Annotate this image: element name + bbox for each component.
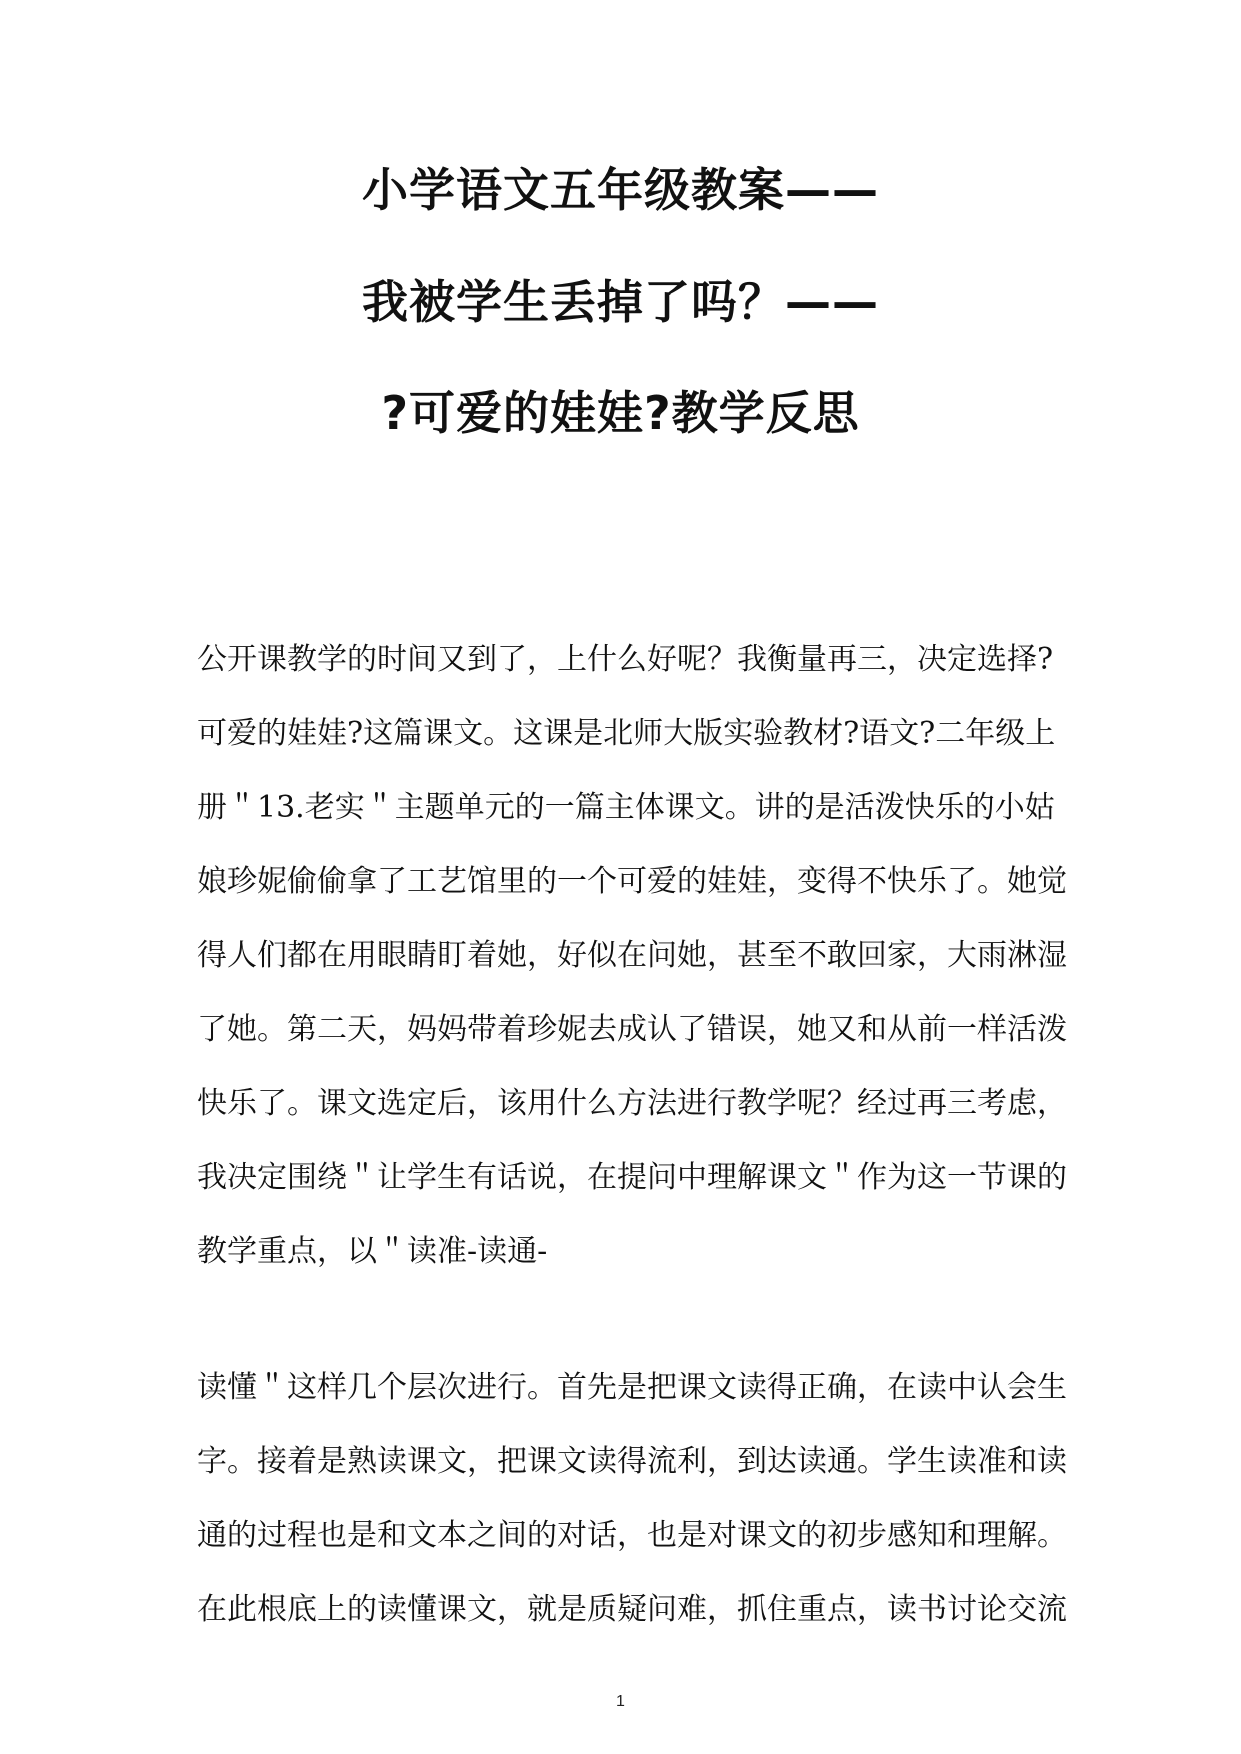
title-line-3: ?可爱的娃娃?教学反思 (381, 386, 860, 440)
page-number: 1 (616, 1693, 625, 1710)
body-line-3: 册＂13.老实＂主题单元的一篇主体课文。讲的是活泼快乐的小姑 (197, 790, 1055, 825)
body-line-4: 娘珍妮偷偷拿了工艺馆里的一个可爱的娃娃，变得不快乐了。她觉 (197, 864, 1067, 899)
body-line-9: 教学重点，以＂读准-读通- (197, 1234, 548, 1269)
title-line-1: 小学语文五年级教案—— (362, 163, 879, 217)
body-line-10: 读懂＂这样几个层次进行。首先是把课文读得正确，在读中认会生 (197, 1370, 1067, 1405)
body-line-1: 公开课教学的时间又到了，上什么好呢？我衡量再三，决定选择? (197, 642, 1054, 677)
body-line-2: 可爱的娃娃?这篇课文。这课是北师大版实验教材?语文?二年级上 (197, 716, 1056, 751)
body-line-8: 我决定围绕＂让学生有话说，在提问中理解课文＂作为这一节课的 (197, 1160, 1067, 1195)
body-line-5: 得人们都在用眼睛盯着她，好似在问她，甚至不敢回家，大雨淋湿 (197, 938, 1067, 973)
title-line-2: 我被学生丢掉了吗？—— (362, 275, 879, 329)
body-line-12: 通的过程也是和文本之间的对话，也是对课文的初步感知和理解。 (197, 1518, 1067, 1553)
body-line-7: 快乐了。课文选定后，该用什么方法进行教学呢？经过再三考虑， (197, 1086, 1067, 1121)
body-line-13: 在此根底上的读懂课文，就是质疑问难，抓住重点，读书讨论交流 (197, 1592, 1067, 1627)
body-line-6: 了她。第二天，妈妈带着珍妮去成认了错误，她又和从前一样活泼 (197, 1012, 1067, 1047)
body-line-11: 字。接着是熟读课文，把课文读得流利，到达读通。学生读准和读 (197, 1444, 1067, 1479)
